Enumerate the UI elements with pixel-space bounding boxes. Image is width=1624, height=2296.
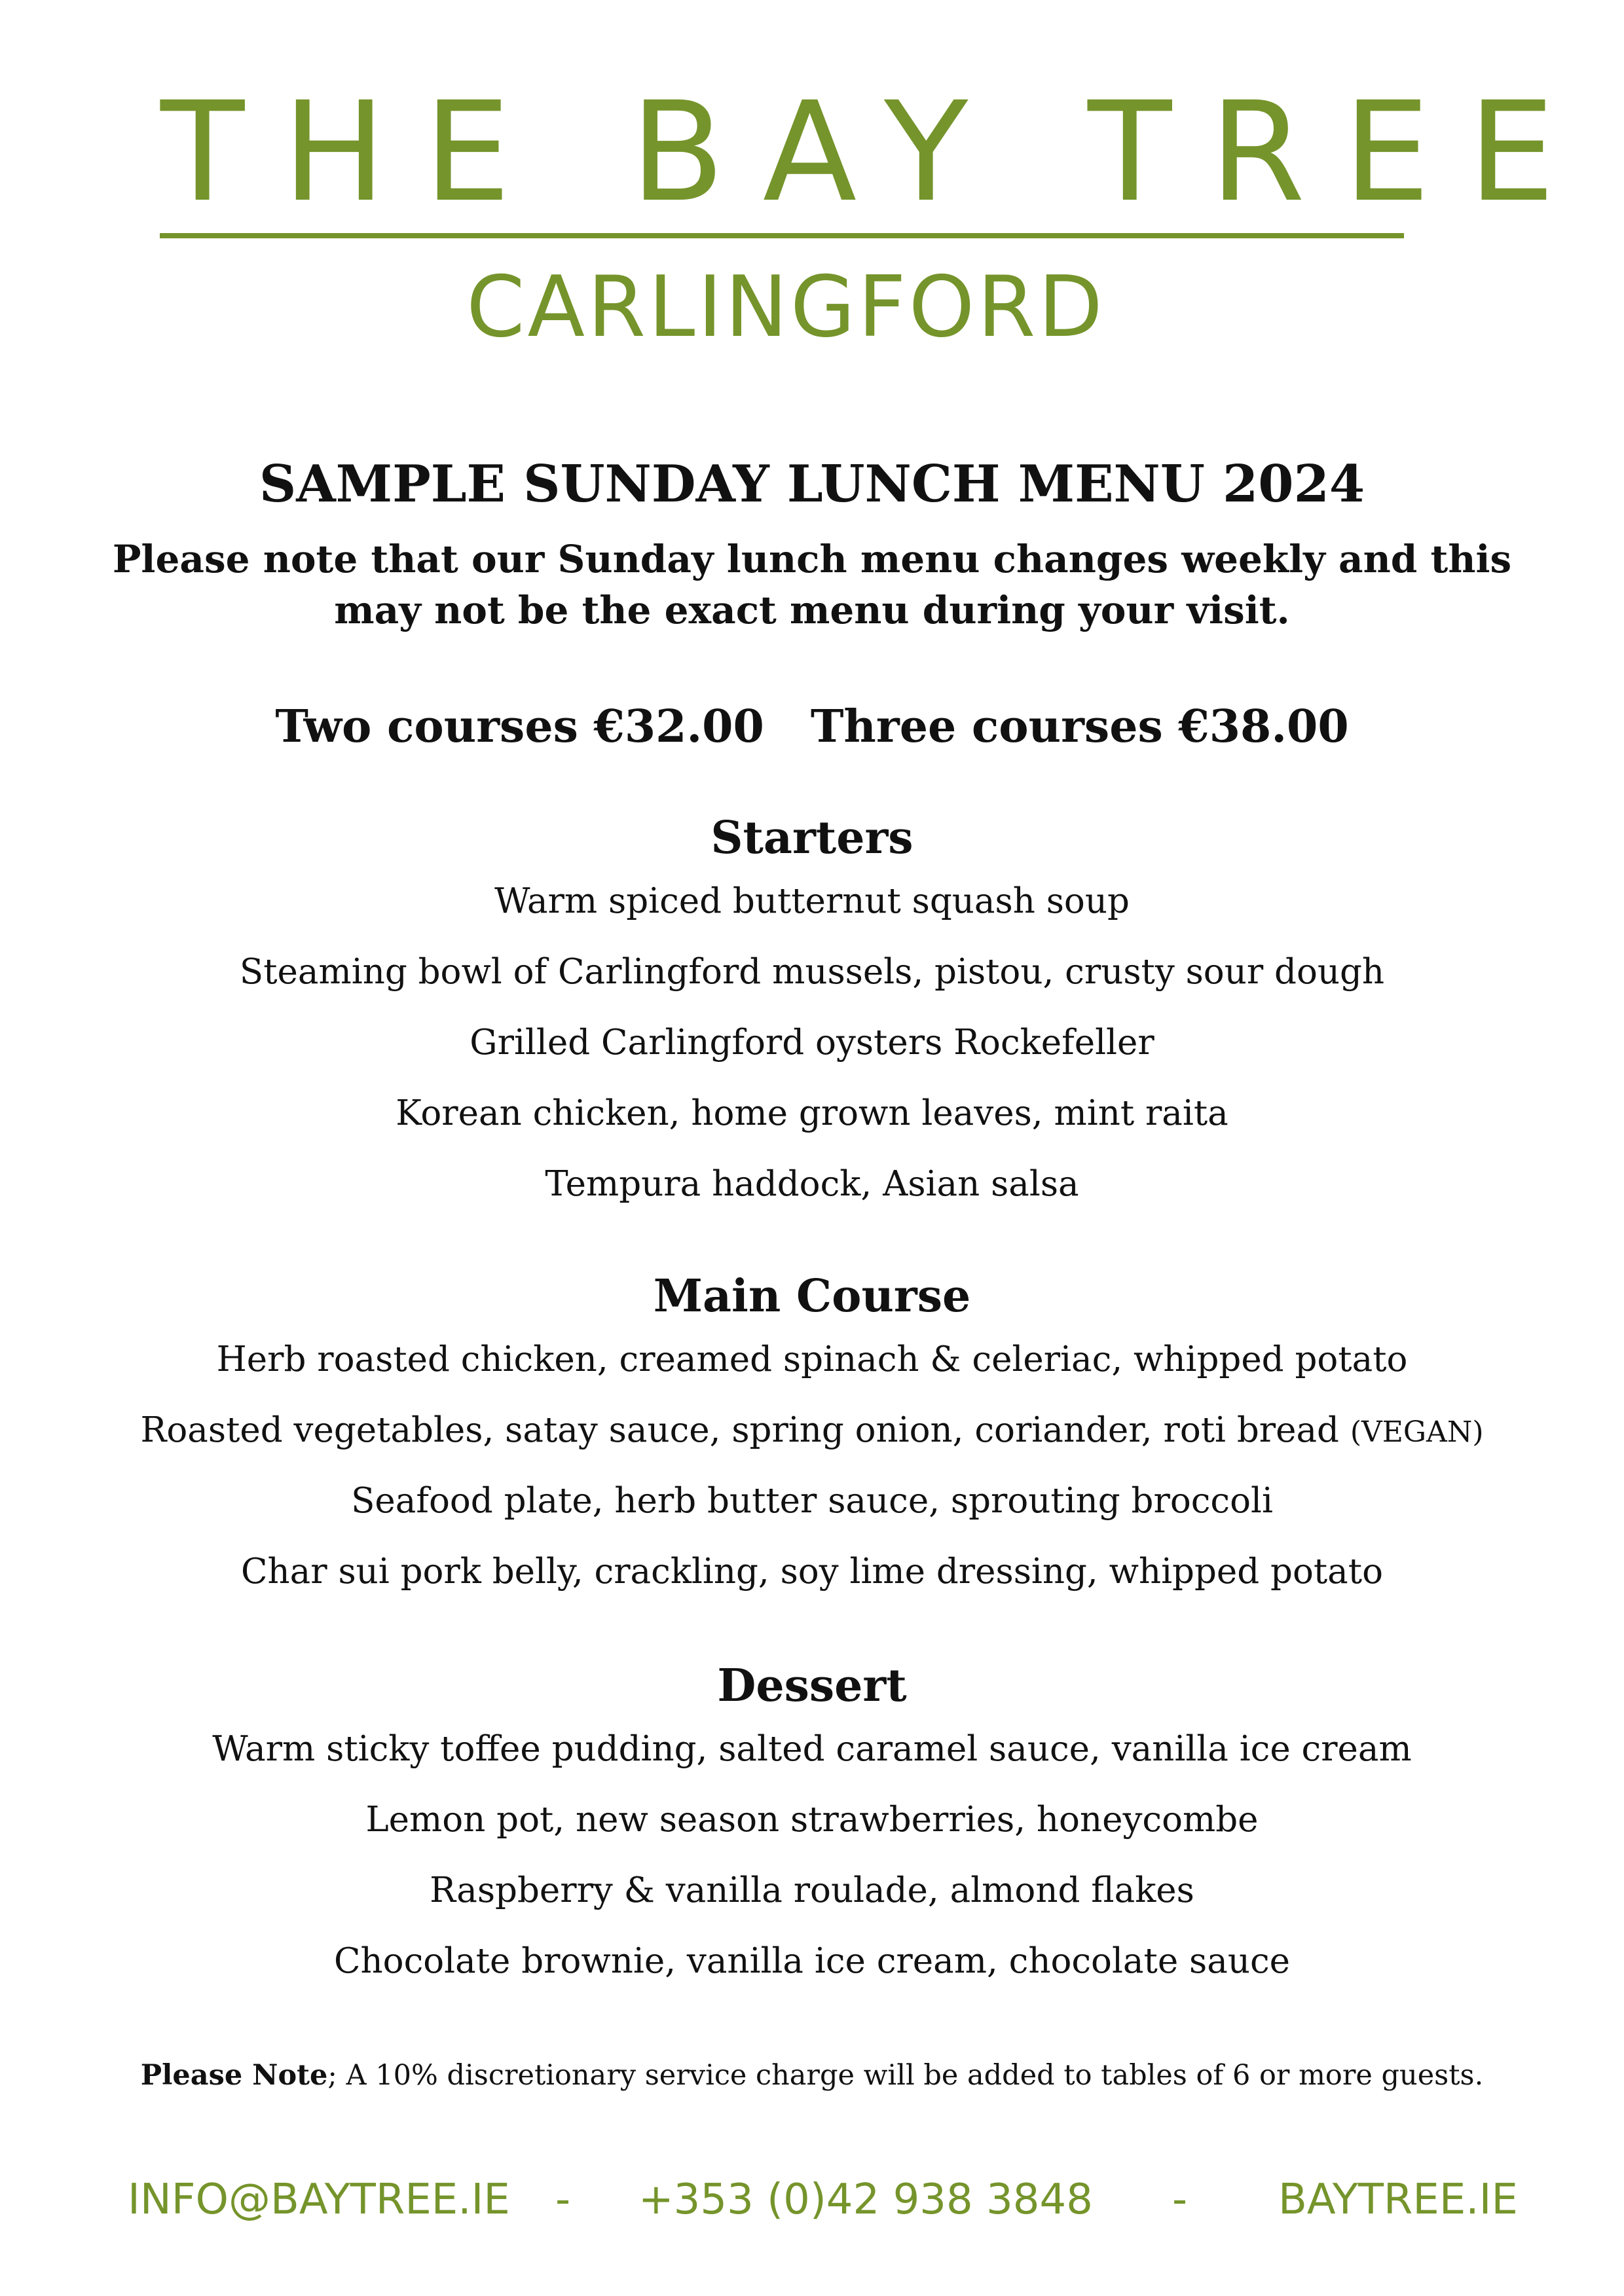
menu-item: Korean chicken, home grown leaves, mint raita (396, 1093, 1228, 1133)
menu-heading: SAMPLE SUNDAY LUNCH MENU 2024 (259, 454, 1365, 514)
section-title-main-course: Main Course (653, 1270, 971, 1322)
menu-item: Tempura haddock, Asian salsa (545, 1164, 1079, 1204)
price-two-courses: Two courses €32.00 (275, 701, 764, 753)
logo-divider (160, 233, 1404, 238)
note-label: Please Note (140, 2059, 328, 2092)
logo-subtitle: CARLINGFORD (466, 259, 1105, 356)
menu-item: Grilled Carlingford oysters Rockefeller (470, 1023, 1154, 1063)
section-title-starters: Starters (710, 812, 913, 864)
contact-email[interactable]: INFO@BAYTREE.IE (128, 2176, 510, 2224)
contact-separator: - (555, 2176, 571, 2224)
menu-item: Herb roasted chicken, creamed spinach & celeriac, whipped potato (216, 1339, 1408, 1379)
contact-separator: - (1172, 2176, 1188, 2224)
menu-item: Char sui pork belly, crackling, soy lime dressing, whipped potato (241, 1552, 1383, 1592)
price-three-courses: Three courses €38.00 (810, 701, 1349, 753)
contact-website[interactable]: BAYTREE.IE (1278, 2176, 1518, 2224)
service-charge-note (0, 2056, 1624, 2095)
note-text: ; A 10% discretionary service charge will be added to tables of 6 or more guests. (327, 2059, 1484, 2092)
vegan-tag: (VEGAN) (1350, 1415, 1484, 1449)
menu-item: Raspberry & vanilla roulade, almond flakes (430, 1870, 1194, 1910)
menu-item: Warm sticky toffee pudding, salted caramel sauce, vanilla ice cream (212, 1729, 1412, 1769)
contact-footer (0, 2167, 1624, 2232)
menu-item-vegan (0, 1408, 1624, 1455)
menu-item-text: Roasted vegetables, satay sauce, spring onion, coriander, roti bread (140, 1410, 1339, 1450)
menu-notice-line-2: may not be the exact menu during your visit. (334, 588, 1290, 632)
price-line (0, 697, 1624, 756)
section-title-dessert: Dessert (717, 1660, 907, 1712)
menu-item: Seafood plate, herb butter sauce, sprouting broccoli (351, 1481, 1273, 1521)
contact-phone[interactable]: +353 (0)42 938 3848 (638, 2176, 1093, 2224)
menu-notice-line-1: Please note that our Sunday lunch menu changes weekly and this (112, 537, 1512, 581)
menu-notice (0, 534, 1624, 636)
menu-item: Warm spiced butternut squash soup (494, 881, 1130, 921)
menu-item: Steaming bowl of Carlingford mussels, pistou, crusty sour dough (239, 952, 1385, 992)
menu-item: Lemon pot, new season strawberries, honeycombe (365, 1800, 1259, 1840)
logo-title: THE BAY TREE (160, 72, 1593, 232)
menu-item: Chocolate brownie, vanilla ice cream, chocolate sauce (333, 1941, 1291, 1981)
